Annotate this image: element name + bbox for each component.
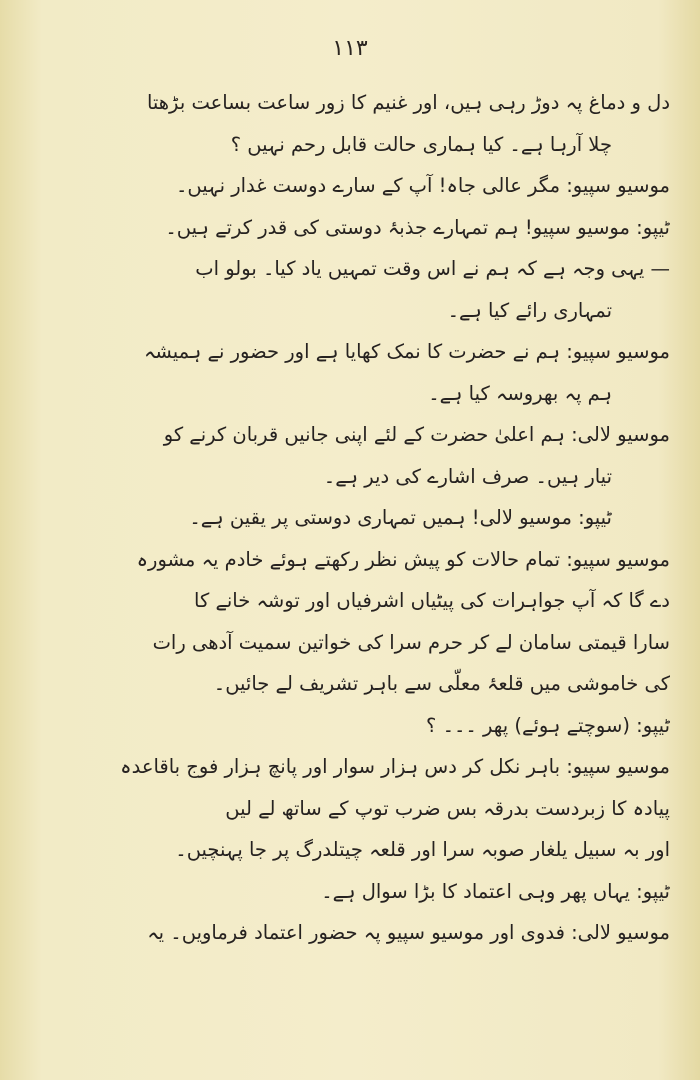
text-line: دل و دماغ پہ دوڑ رہی ہیں، اور غنیم کا زور ساعت بساعت بڑھتا	[146, 91, 670, 114]
text-line: کی خاموشی میں قلعۂ معلّی سے باہر تشریف لے جائیں۔	[213, 672, 670, 695]
dialogue-line: ٹیپو: (سوچتے ہوئے) پھر ۔۔۔ ؟	[426, 713, 670, 737]
dialogue-line: موسیو لالی: فدوی اور موسیو سپیو پہ حضور اعتماد فرماویں۔ یہ	[147, 921, 670, 944]
text-line: تیار ہیں۔ صرف اشارے کی دیر ہے۔	[323, 464, 612, 488]
dialogue-line: ٹیپو: موسیو لالی! ہمیں تمہاری دوستی پر یقین ہے۔	[189, 506, 612, 529]
dialogue-line: ٹیپو: موسیو سپیو! ہم تمہارے جذبۂ دوستی کی قدر کرتے ہیں۔	[165, 215, 670, 239]
dialogue-line: موسیو لالی: ہم اعلیٰ حضرت کے لئے اپنی جانیں قربان کرنے کو	[163, 423, 670, 446]
text-line: — یہی وجہ ہے کہ ہم نے اس وقت تمہیں یاد کیا۔ بولو اب	[195, 257, 670, 280]
dialogue-line: موسیو سپیو: مگر عالی جاہ! آپ کے سارے دوست غدار نہیں۔	[175, 174, 670, 197]
dialogue-line: موسیو سپیو: باہر نکل کر دس ہزار سوار اور پانچ ہزار فوج باقاعدہ	[120, 755, 670, 778]
text-line: تمہاری رائے کیا ہے۔	[447, 298, 612, 322]
page-number: ۱۱۳	[332, 36, 368, 61]
dialogue-line: موسیو سپیو: تمام حالات کو پیش نظر رکھتے ہوئے خادم یہ مشورہ	[136, 547, 670, 571]
dialogue-line: ٹیپو: یہاں پھر وہی اعتماد کا بڑا سوال ہے۔	[321, 879, 670, 903]
text-line: چلا آرہا ہے۔ کیا ہماری حالت قابل رحم نہیں ؟	[230, 132, 612, 156]
text-line: سارا قیمتی سامان لے کر حرم سرا کی خواتین سمیت آدھی رات	[152, 630, 670, 654]
text-line: ہم پہ بھروسہ کیا ہے۔	[428, 381, 612, 405]
text-line: پیادہ کا زبردست بدرقہ بس ضرب توپ کے ساتھ لے لیں	[225, 796, 670, 820]
dialogue-line: موسیو سپیو: ہم نے حضرت کا نمک کھایا ہے اور حضور نے ہمیشہ	[143, 340, 670, 363]
text-line: اور بہ سبیل یلغار صوبہ سرا اور قلعہ چیتلدرگ پر جا پہنچیں۔	[175, 838, 670, 861]
text-line: دے گا کہ آپ جواہرات کی پیٹیاں اشرفیاں اور توشہ خانے کا	[194, 589, 670, 612]
page-body-text	[34, 82, 670, 954]
